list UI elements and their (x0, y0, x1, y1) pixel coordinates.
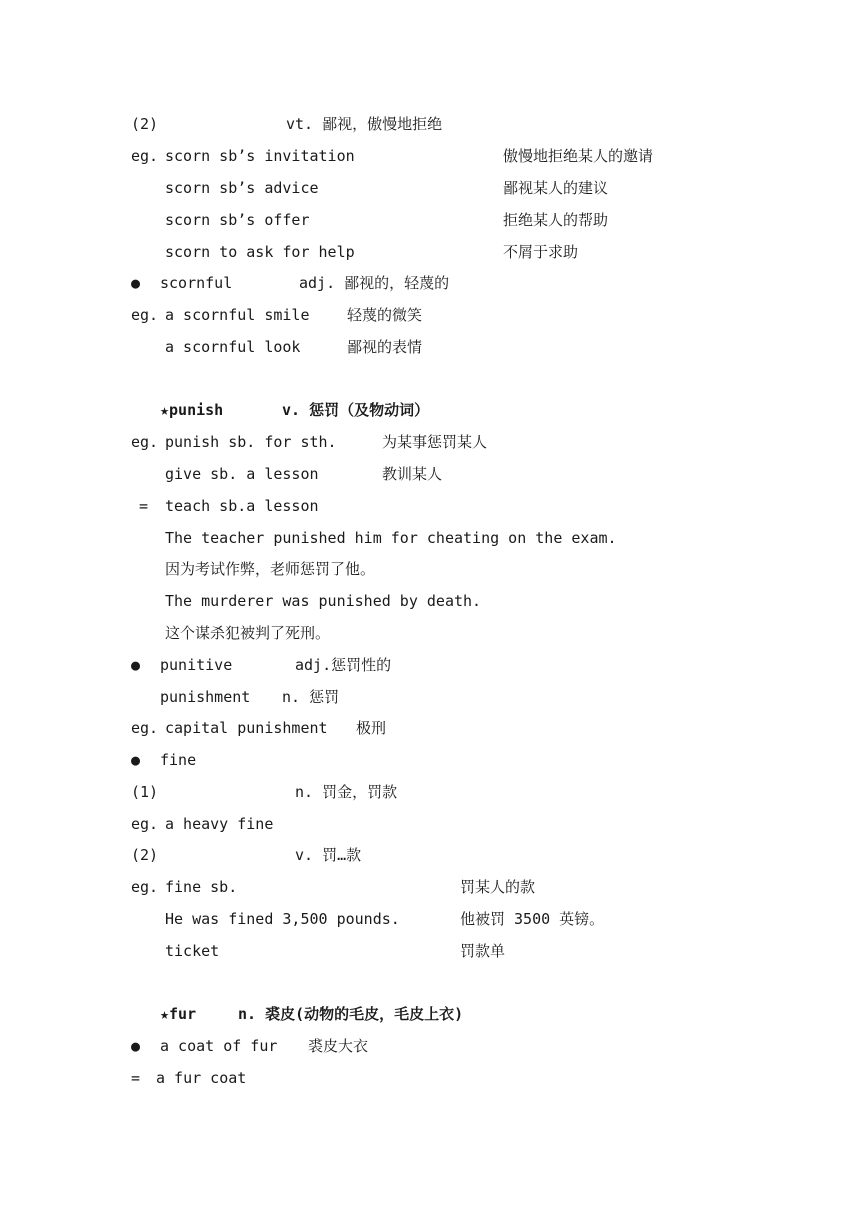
example-translation: 傲慢地拒绝某人的邀请 (503, 147, 654, 165)
bullet-icon: ● (131, 274, 141, 292)
eg-label: eg. (131, 306, 159, 324)
definition: adj. 鄙视的，轻蔑的 (299, 274, 450, 292)
example-translation: 轻蔑的微笑 (347, 306, 423, 324)
bullet-icon: ● (131, 1037, 141, 1055)
example-phrase: scorn sb’s offer (165, 211, 310, 229)
example-phrase: give sb. a lesson (165, 465, 319, 483)
eg-label: eg. (131, 147, 159, 165)
example-translation: 不屑于求助 (503, 243, 579, 261)
example-phrase: scorn sb’s invitation (165, 147, 355, 165)
example-phrase: punish sb. for sth. (165, 433, 337, 451)
entry-headword: ★fur (160, 1005, 197, 1023)
definition: n. 罚金，罚款 (295, 783, 398, 801)
headword: fine (160, 751, 197, 769)
sense-number: (2) (131, 846, 159, 864)
example-translation: 因为考试作弊，老师惩罚了他。 (165, 560, 376, 578)
example-translation: 鄙视的表情 (347, 338, 423, 356)
eg-label: eg. (131, 815, 159, 833)
example-translation: 他被罚 3500 英镑。 (460, 910, 605, 928)
headword: punishment (160, 688, 251, 706)
example-sentence: The teacher punished him for cheating on the exam. (165, 529, 617, 547)
bullet-icon: ● (131, 656, 141, 674)
equals-sign: = (139, 497, 149, 515)
example-phrase: scorn to ask for help (165, 243, 355, 261)
entry-definition: n. 裘皮(动物的毛皮，毛皮上衣) (238, 1005, 464, 1023)
example-translation: 罚款单 (460, 942, 506, 960)
example-phrase: a fur coat (156, 1069, 247, 1087)
entry-definition: v. 惩罚（及物动词） (282, 401, 430, 419)
definition: n. 惩罚 (282, 688, 340, 706)
headword: punitive (160, 656, 233, 674)
definition: v. 罚…款 (295, 846, 362, 864)
example-sentence: The murderer was punished by death. (165, 592, 482, 610)
entry-headword: ★punish (160, 401, 224, 419)
example-phrase: fine sb. (165, 878, 238, 896)
headword: scornful (160, 274, 233, 292)
eg-label: eg. (131, 719, 159, 737)
example-phrase: teach sb.a lesson (165, 497, 319, 515)
equals-sign: = (131, 1069, 141, 1087)
definition: vt. 鄙视，傲慢地拒绝 (286, 115, 443, 133)
example-phrase: capital punishment (165, 719, 328, 737)
example-translation: 鄙视某人的建议 (503, 179, 609, 197)
sense-number: (2) (131, 115, 159, 133)
example-translation: 拒绝某人的帮助 (503, 211, 609, 229)
example-phrase: ticket (165, 942, 220, 960)
example-translation: 这个谋杀犯被判了死刑。 (165, 624, 331, 642)
definition: adj.惩罚性的 (295, 656, 392, 674)
example-translation: 教训某人 (382, 465, 443, 483)
example-phrase: a coat of fur (160, 1037, 278, 1055)
example-translation: 罚某人的款 (460, 878, 536, 896)
example-translation: 极刑 (356, 719, 387, 737)
bullet-icon: ● (131, 751, 141, 769)
example-phrase: a scornful smile (165, 306, 310, 324)
example-phrase: a scornful look (165, 338, 301, 356)
example-translation: 为某事惩罚某人 (382, 433, 488, 451)
eg-label: eg. (131, 433, 159, 451)
example-sentence: He was fined 3,500 pounds. (165, 910, 400, 928)
example-phrase: scorn sb’s advice (165, 179, 319, 197)
eg-label: eg. (131, 878, 159, 896)
example-translation: 裘皮大衣 (308, 1037, 369, 1055)
sense-number: (1) (131, 783, 159, 801)
example-phrase: a heavy fine (165, 815, 274, 833)
